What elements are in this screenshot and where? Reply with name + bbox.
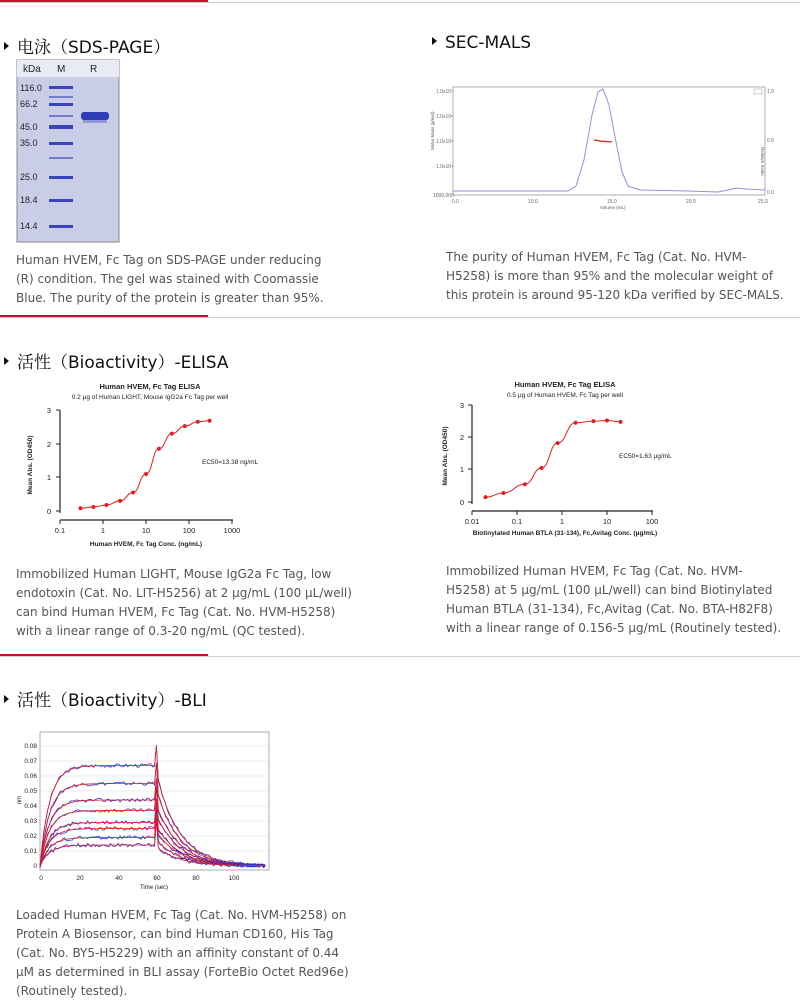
section-divider xyxy=(0,656,800,657)
gel-header-kda: kDa xyxy=(23,64,41,75)
x-tick-label: 60 xyxy=(153,875,161,882)
svg-text:1.0x10⁴: 1.0x10⁴ xyxy=(436,164,454,170)
gel-band xyxy=(49,125,73,129)
data-point xyxy=(196,420,200,424)
data-point xyxy=(208,419,212,423)
y-tick-label: 0.05 xyxy=(24,788,37,795)
gel-band xyxy=(49,115,73,117)
triangle-bullet-icon xyxy=(4,357,9,365)
data-point xyxy=(605,419,609,423)
x-axis-label: Time (sec) xyxy=(139,885,169,891)
data-point xyxy=(170,432,174,436)
gel-header-m: M xyxy=(57,64,66,75)
secmals-description: The purity of Human HVEM, Fc Tag (Cat. No. HVM-H5258) is more than 95% and the molecular weight of this protein is around 95-120 kDa verified by SEC-MALS. xyxy=(446,250,784,302)
svg-text:1000.000: 1000.000 xyxy=(433,193,454,199)
svg-text:0.0: 0.0 xyxy=(767,190,774,196)
data-point xyxy=(157,447,161,451)
x-tick-label: 10 xyxy=(602,517,612,526)
sds-page-description: Human HVEM, Fc Tag on SDS-PAGE under reducing (R) condition. The gel was stained with Coomassie Blue. The purity of the protein is greater than 95%. xyxy=(16,253,324,305)
secmals-x-tick: 25.0 xyxy=(758,199,768,205)
y-axis-label: Mean Abs. (OD450) xyxy=(442,426,449,486)
data-point xyxy=(484,495,488,499)
elisa-left-plot xyxy=(79,419,212,511)
x-tick-label: 1000 xyxy=(223,526,241,535)
secmals-heading xyxy=(432,33,531,53)
ec50-annotation: EC50=13.38 ng/mL xyxy=(202,459,259,466)
y-tick-label: 1 xyxy=(459,465,464,474)
bli-title: 活性（Bioactivity）-BLI xyxy=(17,691,207,711)
secmals-chart xyxy=(428,80,773,210)
y-tick-label: 0.04 xyxy=(24,803,37,810)
secmals-x-tick: 20.0 xyxy=(686,199,696,205)
y-tick-label: 0 xyxy=(33,863,37,870)
fit-curve xyxy=(486,421,621,498)
y-tick-label: 3 xyxy=(459,401,464,410)
data-point xyxy=(501,491,505,495)
x-tick-label: 0.1 xyxy=(511,517,523,526)
sds-page-title: 电泳（SDS-PAGE） xyxy=(17,38,171,58)
secmals-x-label: Volume (mL) xyxy=(600,205,626,210)
x-tick-label: 20 xyxy=(76,875,84,882)
x-tick-label: 100 xyxy=(182,526,196,535)
gel-marker-label: 35.0 xyxy=(20,138,38,148)
gel-band xyxy=(49,157,73,159)
y-tick-label: 3 xyxy=(46,406,51,415)
data-point xyxy=(574,421,578,425)
svg-text:1.0x10⁷: 1.0x10⁷ xyxy=(436,89,453,95)
y-tick-label: 0 xyxy=(459,498,464,507)
elisa-left-description: Immobilized Human LIGHT, Mouse IgG2a Fc Tag, low endotoxin (Cat. No. LIT-H5256) at 2 μg/mL (100 μL/well) can bind Human HVEM, Fc Tag (Cat. No. HVM-H5258) with a linear range of 0.3-20 ng/mL (QC tested). xyxy=(16,567,352,638)
elisa-right-chart xyxy=(437,378,697,540)
section-divider xyxy=(0,317,800,318)
gel-band xyxy=(49,103,73,106)
y-tick-label: 0.03 xyxy=(24,818,37,825)
elisa-heading xyxy=(4,348,229,373)
x-tick-label: 0.1 xyxy=(54,526,66,535)
data-point xyxy=(539,466,543,470)
x-tick-label: 10 xyxy=(141,526,151,535)
svg-text:1.0x10⁶: 1.0x10⁶ xyxy=(436,114,454,120)
gel-marker-label: 14.4 xyxy=(20,221,38,231)
y-tick-label: 0.07 xyxy=(24,758,37,765)
x-tick-label: 1 xyxy=(100,526,106,535)
elisa-right-description: Immobilized Human HVEM, Fc Tag (Cat. No. HVM-H5258) at 5 μg/mL (100 μL/well) can bind Biotinylated Human BTLA (31-134), Fc,Avitag (Cat. No. BTA-H82F8) with a linear range of 0.156-5 μg/mL (Routinely tested). xyxy=(446,564,782,635)
data-point xyxy=(523,482,527,486)
bli-chart xyxy=(14,732,274,894)
y-tick-label: 0.01 xyxy=(24,848,37,855)
triangle-bullet-icon xyxy=(4,42,9,50)
y-tick-label: 2 xyxy=(459,433,464,442)
secmals-x-tick: 15.0 xyxy=(607,199,617,205)
gel-band xyxy=(49,86,73,89)
gel-header-r: R xyxy=(90,64,98,75)
data-point xyxy=(619,420,623,424)
fit-curve xyxy=(81,421,210,509)
data-point xyxy=(79,506,83,510)
x-tick-label: 40 xyxy=(115,875,123,882)
secmals-title: SEC-MALS xyxy=(445,33,532,53)
chart-title: Human HVEM, Fc Tag ELISA xyxy=(514,380,616,389)
svg-text:1.0x10⁵: 1.0x10⁵ xyxy=(436,139,454,145)
gel-band xyxy=(49,225,73,228)
gel-band xyxy=(49,96,73,98)
data-point xyxy=(104,503,108,507)
data-point xyxy=(144,472,148,476)
sds-page-heading xyxy=(4,33,170,58)
chart-title: Human HVEM, Fc Tag ELISA xyxy=(99,382,201,391)
data-point xyxy=(91,505,95,509)
y-tick-label: 2 xyxy=(46,440,51,449)
x-tick-label: 1 xyxy=(559,517,565,526)
y-tick-label: 0.08 xyxy=(24,743,37,750)
sds-page-gel-image xyxy=(17,60,119,242)
chart-subtitle: 0.2 μg of Human LIGHT, Mouse IgG2a Fc Tag per well xyxy=(71,394,229,401)
y-axis-label: nm xyxy=(17,795,23,805)
section-divider xyxy=(0,2,800,3)
gel-marker-label: 25.0 xyxy=(20,172,38,182)
chart-subtitle: 0.5 μg of Human HVEM, Fc Tag per well xyxy=(507,392,623,399)
y-tick-label: 1 xyxy=(46,473,51,482)
x-tick-label: 100 xyxy=(228,875,240,882)
y-axis-label: Mean Abs. (OD450) xyxy=(27,435,34,495)
gel-band xyxy=(49,176,73,179)
x-axis-label: Human HVEM, Fc Tag Conc. (ng/mL) xyxy=(89,541,203,548)
y-tick-label: 0 xyxy=(46,507,51,516)
data-point xyxy=(131,490,135,494)
y-tick-label: 0.02 xyxy=(24,833,37,840)
x-tick-label: 80 xyxy=(192,875,200,882)
secmals-x-tick: 0.0 xyxy=(452,199,459,205)
elisa-title: 活性（Bioactivity）-ELISA xyxy=(17,353,229,373)
x-tick-label: 0 xyxy=(39,875,43,882)
gel-band xyxy=(49,142,73,145)
gel-marker-label: 45.0 xyxy=(20,122,38,132)
x-axis-label: Biotinylated Human BTLA (31-134), Fc,Avitag Conc. (μg/mL) xyxy=(472,530,658,537)
bli-description: Loaded Human HVEM, Fc Tag (Cat. No. HVM-H5258) on Protein A Biosensor, can bind Human CD160, His Tag (Cat. No. BY5-H5229) with an affinity constant of 0.44 μM as determined in BLI assay (ForteBio Octet Red96e) (Routinely tested). xyxy=(16,908,349,998)
svg-text:Molar Mass (g/mol): Molar Mass (g/mol) xyxy=(430,111,435,150)
triangle-bullet-icon xyxy=(432,37,437,45)
x-tick-label: 100 xyxy=(645,517,659,526)
gel-marker-label: 66.2 xyxy=(20,99,38,109)
bli-heading xyxy=(4,686,207,711)
gel-sample-band xyxy=(81,112,109,120)
elisa-right-plot xyxy=(484,419,623,500)
svg-text:Relative Scale: Relative Scale xyxy=(760,147,765,176)
gel-band xyxy=(49,199,73,202)
data-point xyxy=(183,424,187,428)
data-point xyxy=(118,499,122,503)
secmals-x-tick: 10.0 xyxy=(528,199,538,205)
data-point xyxy=(556,441,560,445)
svg-text:0.5: 0.5 xyxy=(767,138,774,144)
elisa-left-chart xyxy=(20,380,259,550)
triangle-bullet-icon xyxy=(4,695,9,703)
y-tick-label: 0.06 xyxy=(24,773,37,780)
gel-marker-label: 116.0 xyxy=(20,83,42,93)
data-point xyxy=(591,419,595,423)
x-tick-label: 0.01 xyxy=(464,517,480,526)
ec50-annotation: EC50=1.63 μg/mL xyxy=(619,453,672,460)
svg-text:1.0: 1.0 xyxy=(767,89,774,95)
gel-marker-label: 18.4 xyxy=(20,195,38,205)
